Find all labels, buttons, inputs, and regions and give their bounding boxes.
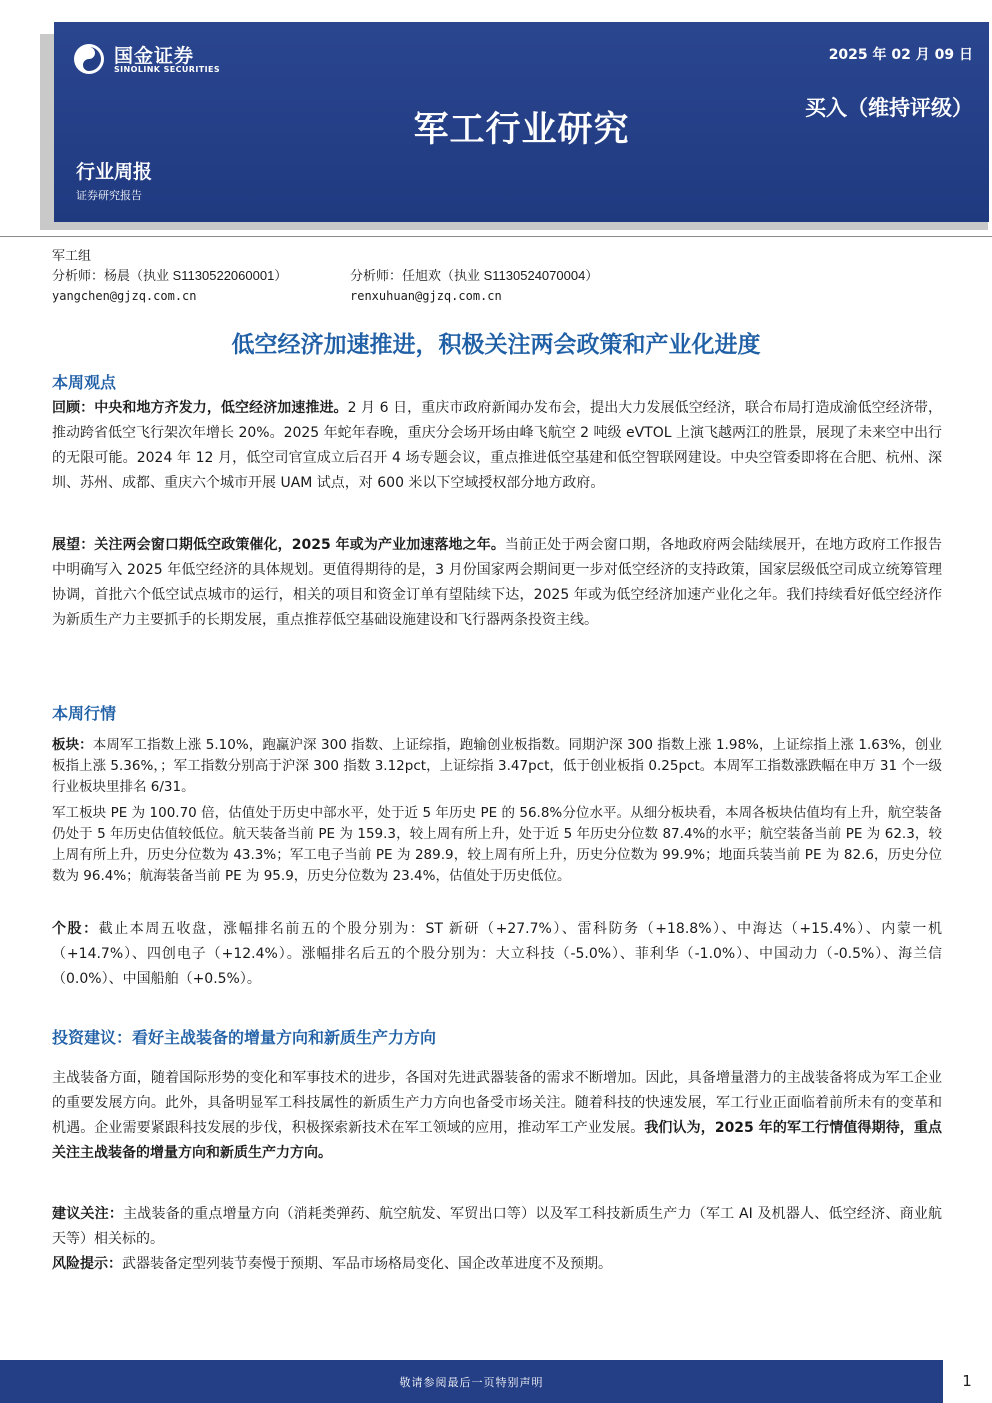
- analyst-1: 分析师：杨晨（执业 S1130522060001）: [52, 268, 288, 283]
- analyst-group: 军工组: [52, 248, 92, 263]
- market-paragraph-valuation: [52, 803, 942, 887]
- report-type: 行业周报: [76, 161, 153, 183]
- view-outlook-lead: 展望：关注两会窗口期低空政策催化，2025 年或为产业加速落地之年。: [52, 537, 505, 553]
- advice-focus-body: 主战装备的重点增量方向（消耗类弹药、航空航发、军贸出口等）以及军工科技新质生产力（军工 AI 及机器人、低空经济、商业航天等）相关标的。: [52, 1206, 943, 1247]
- market-stocks-body: 截止本周五收盘，涨幅排名前五的个股分别为：ST 新研（+27.7%）、雷科防务（+18.8%）、中海达（+15.4%）、内蒙一机（+14.7%）、四创电子（+12.4%）。涨幅排名后五的个股分别为：大立科技（-5.0%）、菲利华（-1.0%）、中国动力（-0.5%）、海兰信（0.0%）、中国船舶（+0.5%）。: [52, 921, 942, 987]
- advice-paragraph-main: [52, 1066, 942, 1166]
- market-sector-lead: 板块：: [52, 737, 93, 753]
- footer-bar: [0, 1360, 943, 1403]
- report-headline: 低空经济加速推进，积极关注两会政策和产业化进度: [231, 332, 761, 358]
- view-review-lead: 回顾：中央和地方齐发力，低空经济加速推进。: [52, 400, 348, 416]
- advice-focus-lead: 建议关注：: [52, 1206, 124, 1222]
- analyst-2: 分析师：任旭欢（执业 S1130524070004）: [350, 268, 599, 283]
- sinolink-logo-icon: [72, 42, 106, 76]
- market-stocks-lead: 个股：: [52, 921, 99, 937]
- advice-main-conclusion: 我们认为，2025 年的军工行情值得期待，重点关注主战装备的增量方向和新质生产力方向。: [52, 1120, 942, 1161]
- advice-main-body: 主战装备方面，随着国际形势的变化和军事技术的进步，各国对先进武器装备的需求不断增加。因此，具备增量潜力的主战装备将成为军工企业的重要发展方向。此外，具备明显军工科技属性的新质生产力方向也备受市场关注。随着科技的快速发展，军工行业正面临着前所未有的变革和机遇。企业需要紧跟科技发展的步伐，积极探索新技术在军工领域的应用，推动军工产业发展。: [52, 1070, 942, 1136]
- advice-paragraph-focus: [52, 1202, 942, 1252]
- analyst-block: [52, 246, 598, 306]
- section-title-view: 本周观点: [52, 373, 117, 392]
- report-subtype: 证券研究报告: [76, 189, 142, 202]
- section-title-advice: 投资建议：看好主战装备的增量方向和新质生产力方向: [52, 1028, 437, 1047]
- report-title: 军工行业研究: [413, 110, 630, 150]
- view-paragraph-outlook: [52, 533, 942, 633]
- rating-badge: 买入（维持评级）: [805, 96, 973, 120]
- advice-paragraph-risk: [52, 1252, 942, 1277]
- market-paragraph-sector: [52, 735, 942, 798]
- divider: [0, 236, 992, 237]
- view-outlook-body: 当前正处于两会窗口期，各地政府两会陆续展开，在地方政府工作报告中明确写入 2025 年低空经济的具体规划。更值得期待的是，3 月份国家两会期间更一步对低空经济的支持政策，国家层级低空司成立统筹管理协调，首批六个低空试点城市的运行，相关的项目和资金订单有望陆续下达，2025 年或为低空经济加速产业化之年。我们持续看好低空经济作为新质生产力主要抓手的长期发展，重点推荐低空基础设施建设和飞行器两条投资主线。: [52, 537, 942, 628]
- report-date: 2025 年 02 月 09 日: [828, 47, 973, 63]
- brand-name-en: SINOLINK SECURITIES: [114, 65, 220, 74]
- view-paragraph-review: [52, 396, 942, 496]
- brand-name-cn: 国金证券: [114, 45, 195, 67]
- report-banner: [54, 22, 989, 222]
- analyst-2-email[interactable]: renxuhuan@gjzq.com.cn: [350, 289, 502, 303]
- market-paragraph-stocks: [52, 917, 942, 992]
- view-review-body: 2 月 6 日，重庆市政府新闻办发布会，提出大力发展低空经济，联合布局打造成渝低空经济带，推动跨省低空飞行架次年增长 20%。2025 年蛇年春晚，重庆分会场开场由峰飞航空 2 吨级 eVTOL 上演飞越两江的胜景，展现了未来空中出行的无限可能。2024 年 12 月，低空司官宣成立后召开 4 场专题会议，重点推进低空基建和低空智联网建设。中央空管委即将在合肥、杭州、深圳、苏州、成都、重庆六个城市开展 UAM 试点，对 600 米以下空域授权部分地方政府。: [52, 400, 942, 491]
- market-sector-body: 本周军工指数上涨 5.10%，跑赢沪深 300 指数、上证综指，跑输创业板指数。同期沪深 300 指数上涨 1.98%，上证综指上涨 1.63%，创业板指上涨 5.36%，；军工指数分别高于沪深 300 指数 3.12pct，上证综指 3.47pct，低于创业板指 0.25pct。本周军工指数涨跌幅在申万 31 个一级行业板块里排名 6/31。: [52, 737, 943, 795]
- market-valuation-body: 军工板块 PE 为 100.70 倍，估值处于历史中部水平，处于近 5 年历史 PE 的 56.8%分位水平。从细分板块看，本周各板块估值均有上升，航空装备仍处于 5 年历史估值较低位。航天装备当前 PE 为 159.3，较上周有所上升，处于近 5 年历史分位数 87.4%的水平；航空装备当前 PE 为 62.3，较上周有所上升，历史分位数为 43.3%；军工电子当前 PE 为 289.9，较上周有所上升，历史分位数为 99.9%；地面兵装当前 PE 为 82.6，历史分位数为 96.4%；航海装备当前 PE 为 95.9，历史分位数为 23.4%，估值处于历史低位。: [52, 805, 942, 884]
- analyst-1-email[interactable]: yangchen@gjzq.com.cn: [52, 289, 197, 303]
- section-title-market: 本周行情: [52, 704, 117, 723]
- page-number: 1: [962, 1372, 972, 1390]
- footer-disclaimer-note: 敬请参阅最后一页特别声明: [399, 1376, 544, 1389]
- advice-risk-lead: 风险提示：: [52, 1256, 122, 1272]
- advice-risk-body: 武器装备定型列装节奏慢于预期、军品市场格局变化、国企改革进度不及预期。: [122, 1256, 612, 1272]
